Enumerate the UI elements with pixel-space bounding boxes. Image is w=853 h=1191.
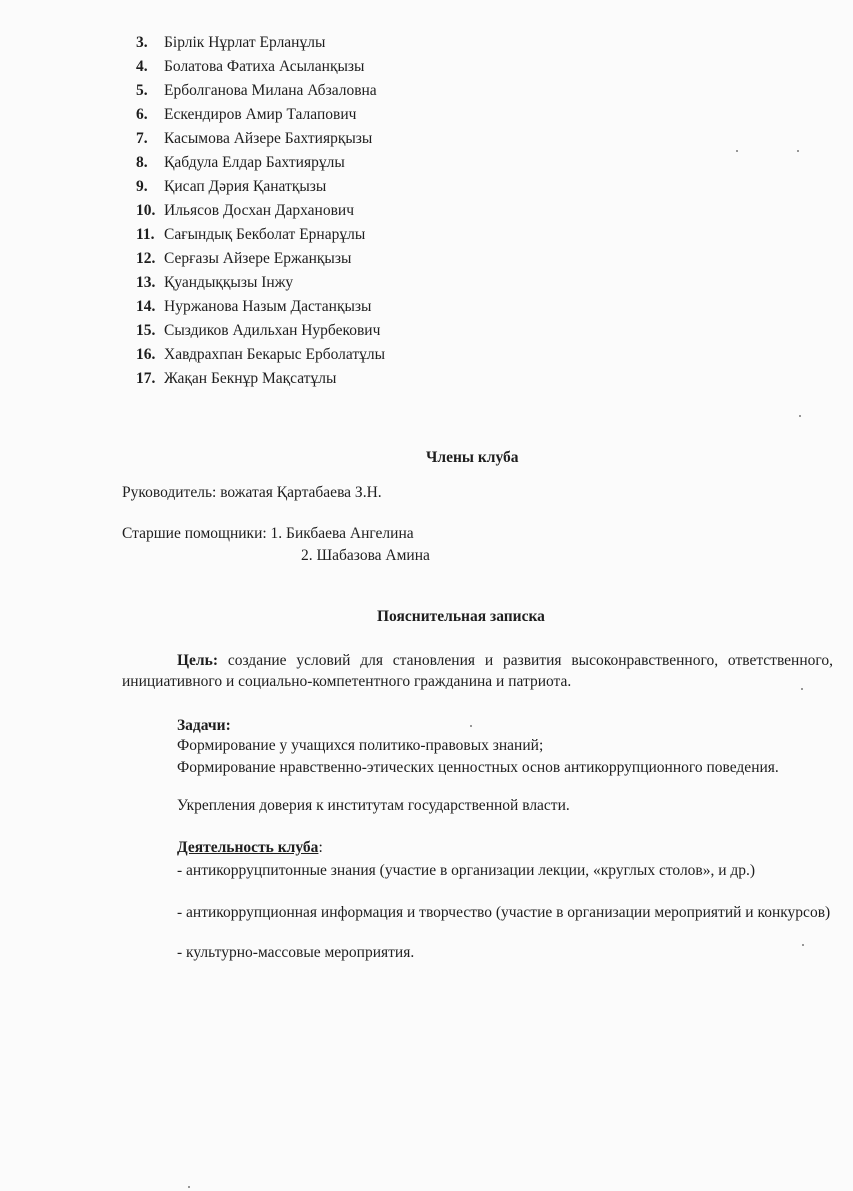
student-name: Нуржанова Назым Дастанқызы: [164, 298, 372, 315]
student-name: Қабдула Елдар Бахтиярұлы: [164, 154, 345, 171]
task-item: Укрепления доверия к институтам государственной власти.: [177, 797, 570, 814]
student-name: Сыздиков Адильхан Нурбекович: [164, 322, 381, 339]
student-number: 8.: [136, 154, 148, 171]
task-item: Формирование у учащихся политико-правовых знаний;: [177, 737, 544, 754]
activity-item: - культурно-массовые мероприятия.: [177, 944, 415, 961]
scan-speck: [797, 150, 799, 152]
student-number: 11.: [136, 226, 155, 243]
student-name: Серғазы Айзере Ержанқызы: [164, 250, 352, 267]
senior-assistant-1: Старшие помощники: 1. Бикбаева Ангелина: [122, 525, 414, 542]
goal-text: создание условий для становления и развития высоконравственного, ответственного, инициативного и социально-компетентного гражданина и патриота.: [122, 652, 833, 690]
student-name: Сағындық Бекболат Ернарұлы: [164, 226, 366, 243]
student-name: Касымова Айзере Бахтиярқызы: [164, 130, 373, 147]
student-list-item: [136, 319, 636, 343]
scan-speck: [470, 725, 472, 727]
student-number: 9.: [136, 178, 148, 195]
goal-paragraph: [122, 650, 833, 692]
student-name: Ерболганова Милана Абзаловна: [164, 82, 377, 99]
scan-speck: [799, 415, 801, 417]
student-number: 15.: [136, 322, 156, 339]
student-number: 4.: [136, 58, 148, 75]
student-number: 6.: [136, 106, 148, 123]
activity-item: - антикорруцпитонные знания (участие в организации лекции, «круглых столов», и др.): [177, 862, 756, 879]
student-list-item: [136, 199, 636, 223]
club-members-heading: Члены клуба: [426, 449, 519, 466]
student-list-item: [136, 367, 636, 391]
scan-speck: [736, 150, 738, 152]
student-list-item: [136, 295, 636, 319]
club-leader: Руководитель: вожатая Қартабаева З.Н.: [122, 484, 382, 501]
scan-speck: [801, 688, 803, 690]
student-number: 14.: [136, 298, 156, 315]
student-list-item: [136, 247, 636, 271]
task-item: Формирование нравственно-этических ценностных основ антикоррупционного поведения.: [177, 759, 779, 776]
student-name: Бірлік Нұрлат Ерланұлы: [164, 34, 326, 51]
scan-speck: [802, 944, 804, 946]
student-list-item: [136, 103, 636, 127]
student-list-item: [136, 175, 636, 199]
student-number: 16.: [136, 346, 156, 363]
student-number: 17.: [136, 370, 156, 387]
student-list-item: [136, 31, 636, 55]
goal-label: Цель:: [177, 652, 218, 669]
student-list-item: [136, 223, 636, 247]
student-list-item: [136, 343, 636, 367]
student-number: 5.: [136, 82, 148, 99]
student-number: 12.: [136, 250, 156, 267]
activity-colon: :: [318, 839, 323, 856]
activity-item: - антикоррупционная информация и творчество (участие в организации мероприятий и конкурсов): [177, 904, 831, 921]
student-name: Хавдрахпан Бекарыс Ерболатұлы: [164, 346, 386, 363]
student-name: Ильясов Досхан Дарханович: [164, 202, 355, 219]
activity-heading: [177, 839, 323, 857]
student-name: Жақан Бекнұр Мақсатұлы: [164, 370, 337, 387]
student-name: Болатова Фатиха Асыланқызы: [164, 58, 365, 75]
student-name: Қуандыққызы Інжу: [164, 274, 294, 291]
student-number: 13.: [136, 274, 156, 291]
student-name: Қисап Дәрия Қанатқызы: [164, 178, 327, 195]
student-number: 10.: [136, 202, 156, 219]
scan-speck: [188, 1186, 190, 1188]
tasks-label: Задачи:: [177, 717, 231, 734]
senior-assistant-2: 2. Шабазова Амина: [301, 547, 430, 564]
student-list-item: [136, 79, 636, 103]
student-number: 3.: [136, 34, 148, 51]
student-list-item: [136, 55, 636, 79]
activity-label: Деятельность клуба: [177, 839, 319, 856]
student-list-item: [136, 127, 636, 151]
student-list-item: [136, 151, 636, 175]
explanatory-note-heading: Пояснительная записка: [377, 608, 545, 625]
student-name: Ескендиров Амир Талапович: [164, 106, 357, 123]
student-list: [136, 31, 636, 391]
student-list-item: [136, 271, 636, 295]
student-number: 7.: [136, 130, 148, 147]
